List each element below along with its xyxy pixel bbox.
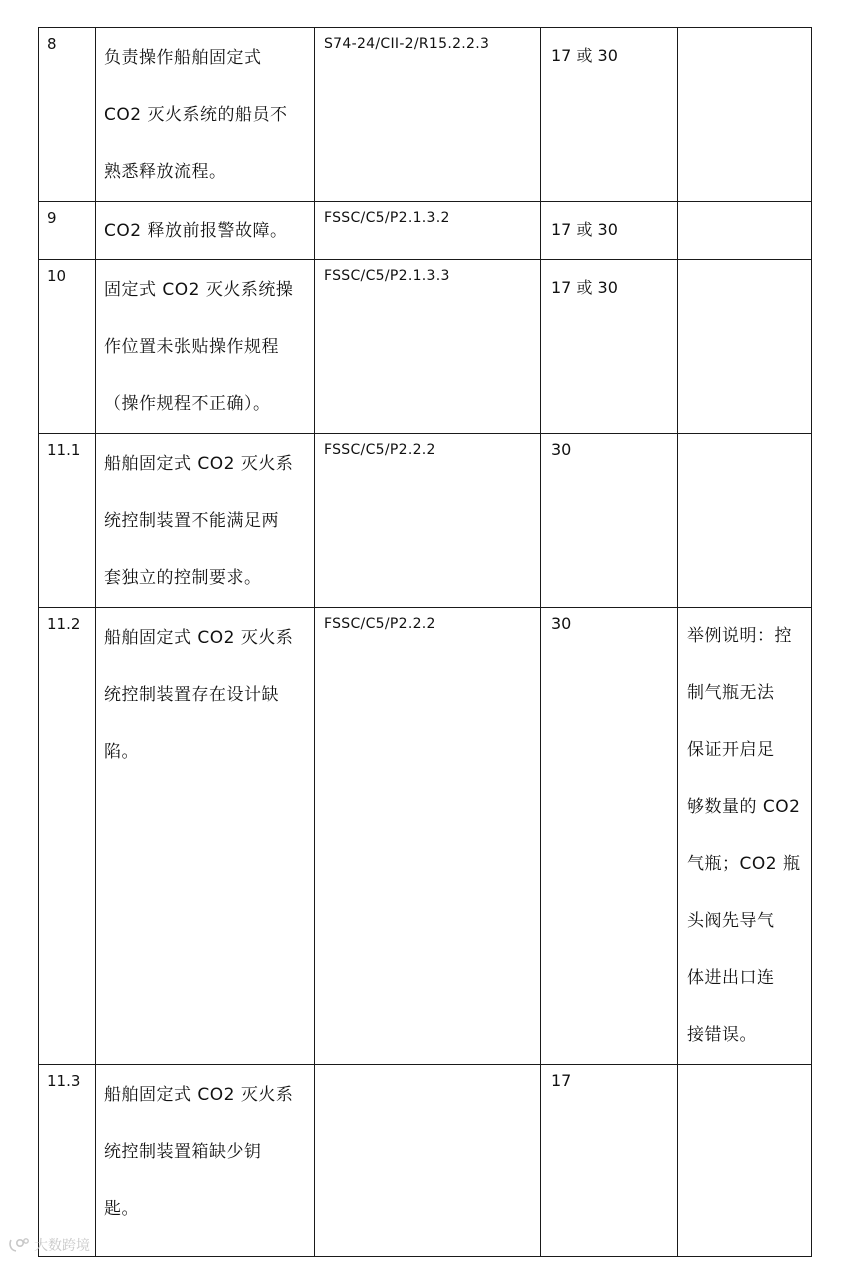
item-note: 举例说明：控 制气瓶无法 保证开启足 够数量的 CO2 气瓶；CO2 瓶 头阀先导气 体进出口连 接错误。	[687, 626, 801, 1045]
item-description: 船舶固定式 CO2 灭火系 统控制装置不能满足两 套独立的控制要求。	[104, 454, 294, 588]
item-grade: 17 或 30	[551, 46, 618, 65]
cell-description	[96, 202, 315, 260]
cell-item-no	[39, 202, 96, 260]
item-description: 负责操作船舶固定式 CO2 灭火系统的船员不 熟悉释放流程。	[104, 48, 288, 182]
table-row	[39, 434, 812, 608]
cell-grade	[541, 28, 678, 202]
item-reference: FSSC/C5/P2.1.3.2	[324, 210, 450, 226]
cell-description	[96, 260, 315, 434]
cell-reference	[315, 260, 541, 434]
cell-description	[96, 434, 315, 608]
cell-note	[678, 202, 812, 260]
cell-reference	[315, 1065, 541, 1257]
table-row	[39, 28, 812, 202]
item-number: 10	[47, 267, 67, 285]
item-reference	[315, 1065, 540, 1071]
cell-note	[678, 608, 812, 1065]
item-number: 11.2	[47, 615, 81, 633]
cell-grade	[541, 608, 678, 1065]
item-grade: 17 或 30	[551, 278, 618, 297]
item-reference: FSSC/C5/P2.2.2	[324, 442, 436, 458]
cell-description	[96, 608, 315, 1065]
cell-description	[96, 28, 315, 202]
item-number: 11.1	[47, 441, 81, 459]
table-row	[39, 260, 812, 434]
table-row	[39, 608, 812, 1065]
item-grade: 17 或 30	[551, 220, 618, 239]
cell-description	[96, 1065, 315, 1257]
watermark-logo-icon	[8, 1236, 30, 1254]
cell-note	[678, 1065, 812, 1257]
cell-note	[678, 260, 812, 434]
item-description: CO2 释放前报警故障。	[104, 221, 288, 241]
item-reference: FSSC/C5/P2.2.2	[324, 616, 436, 632]
item-number: 9	[47, 209, 57, 227]
table-row	[39, 202, 812, 260]
item-description: 固定式 CO2 灭火系统操 作位置未张贴操作规程 （操作规程不正确）。	[104, 280, 294, 414]
cell-item-no	[39, 1065, 96, 1257]
cell-reference	[315, 434, 541, 608]
findings-table	[38, 27, 812, 1257]
cell-reference	[315, 608, 541, 1065]
item-grade: 30	[551, 614, 572, 633]
item-description: 船舶固定式 CO2 灭火系 统控制装置存在设计缺 陷。	[104, 628, 294, 762]
item-grade: 30	[551, 440, 572, 459]
cell-reference	[315, 202, 541, 260]
cell-item-no	[39, 434, 96, 608]
watermark-text: 大数跨境	[34, 1238, 90, 1254]
cell-grade	[541, 202, 678, 260]
watermark	[8, 1235, 90, 1255]
item-description: 船舶固定式 CO2 灭火系 统控制装置箱缺少钥 匙。	[104, 1085, 294, 1219]
cell-reference	[315, 28, 541, 202]
item-number: 8	[47, 35, 57, 53]
cell-grade	[541, 260, 678, 434]
item-grade: 17	[551, 1071, 572, 1090]
cell-grade	[541, 434, 678, 608]
cell-note	[678, 434, 812, 608]
cell-note	[678, 28, 812, 202]
table-row	[39, 1065, 812, 1257]
cell-item-no	[39, 608, 96, 1065]
item-number: 11.3	[47, 1072, 81, 1090]
item-reference: FSSC/C5/P2.1.3.3	[324, 268, 450, 284]
cell-item-no	[39, 260, 96, 434]
cell-grade	[541, 1065, 678, 1257]
cell-item-no	[39, 28, 96, 202]
item-reference: S74-24/CII-2/R15.2.2.3	[324, 36, 490, 52]
